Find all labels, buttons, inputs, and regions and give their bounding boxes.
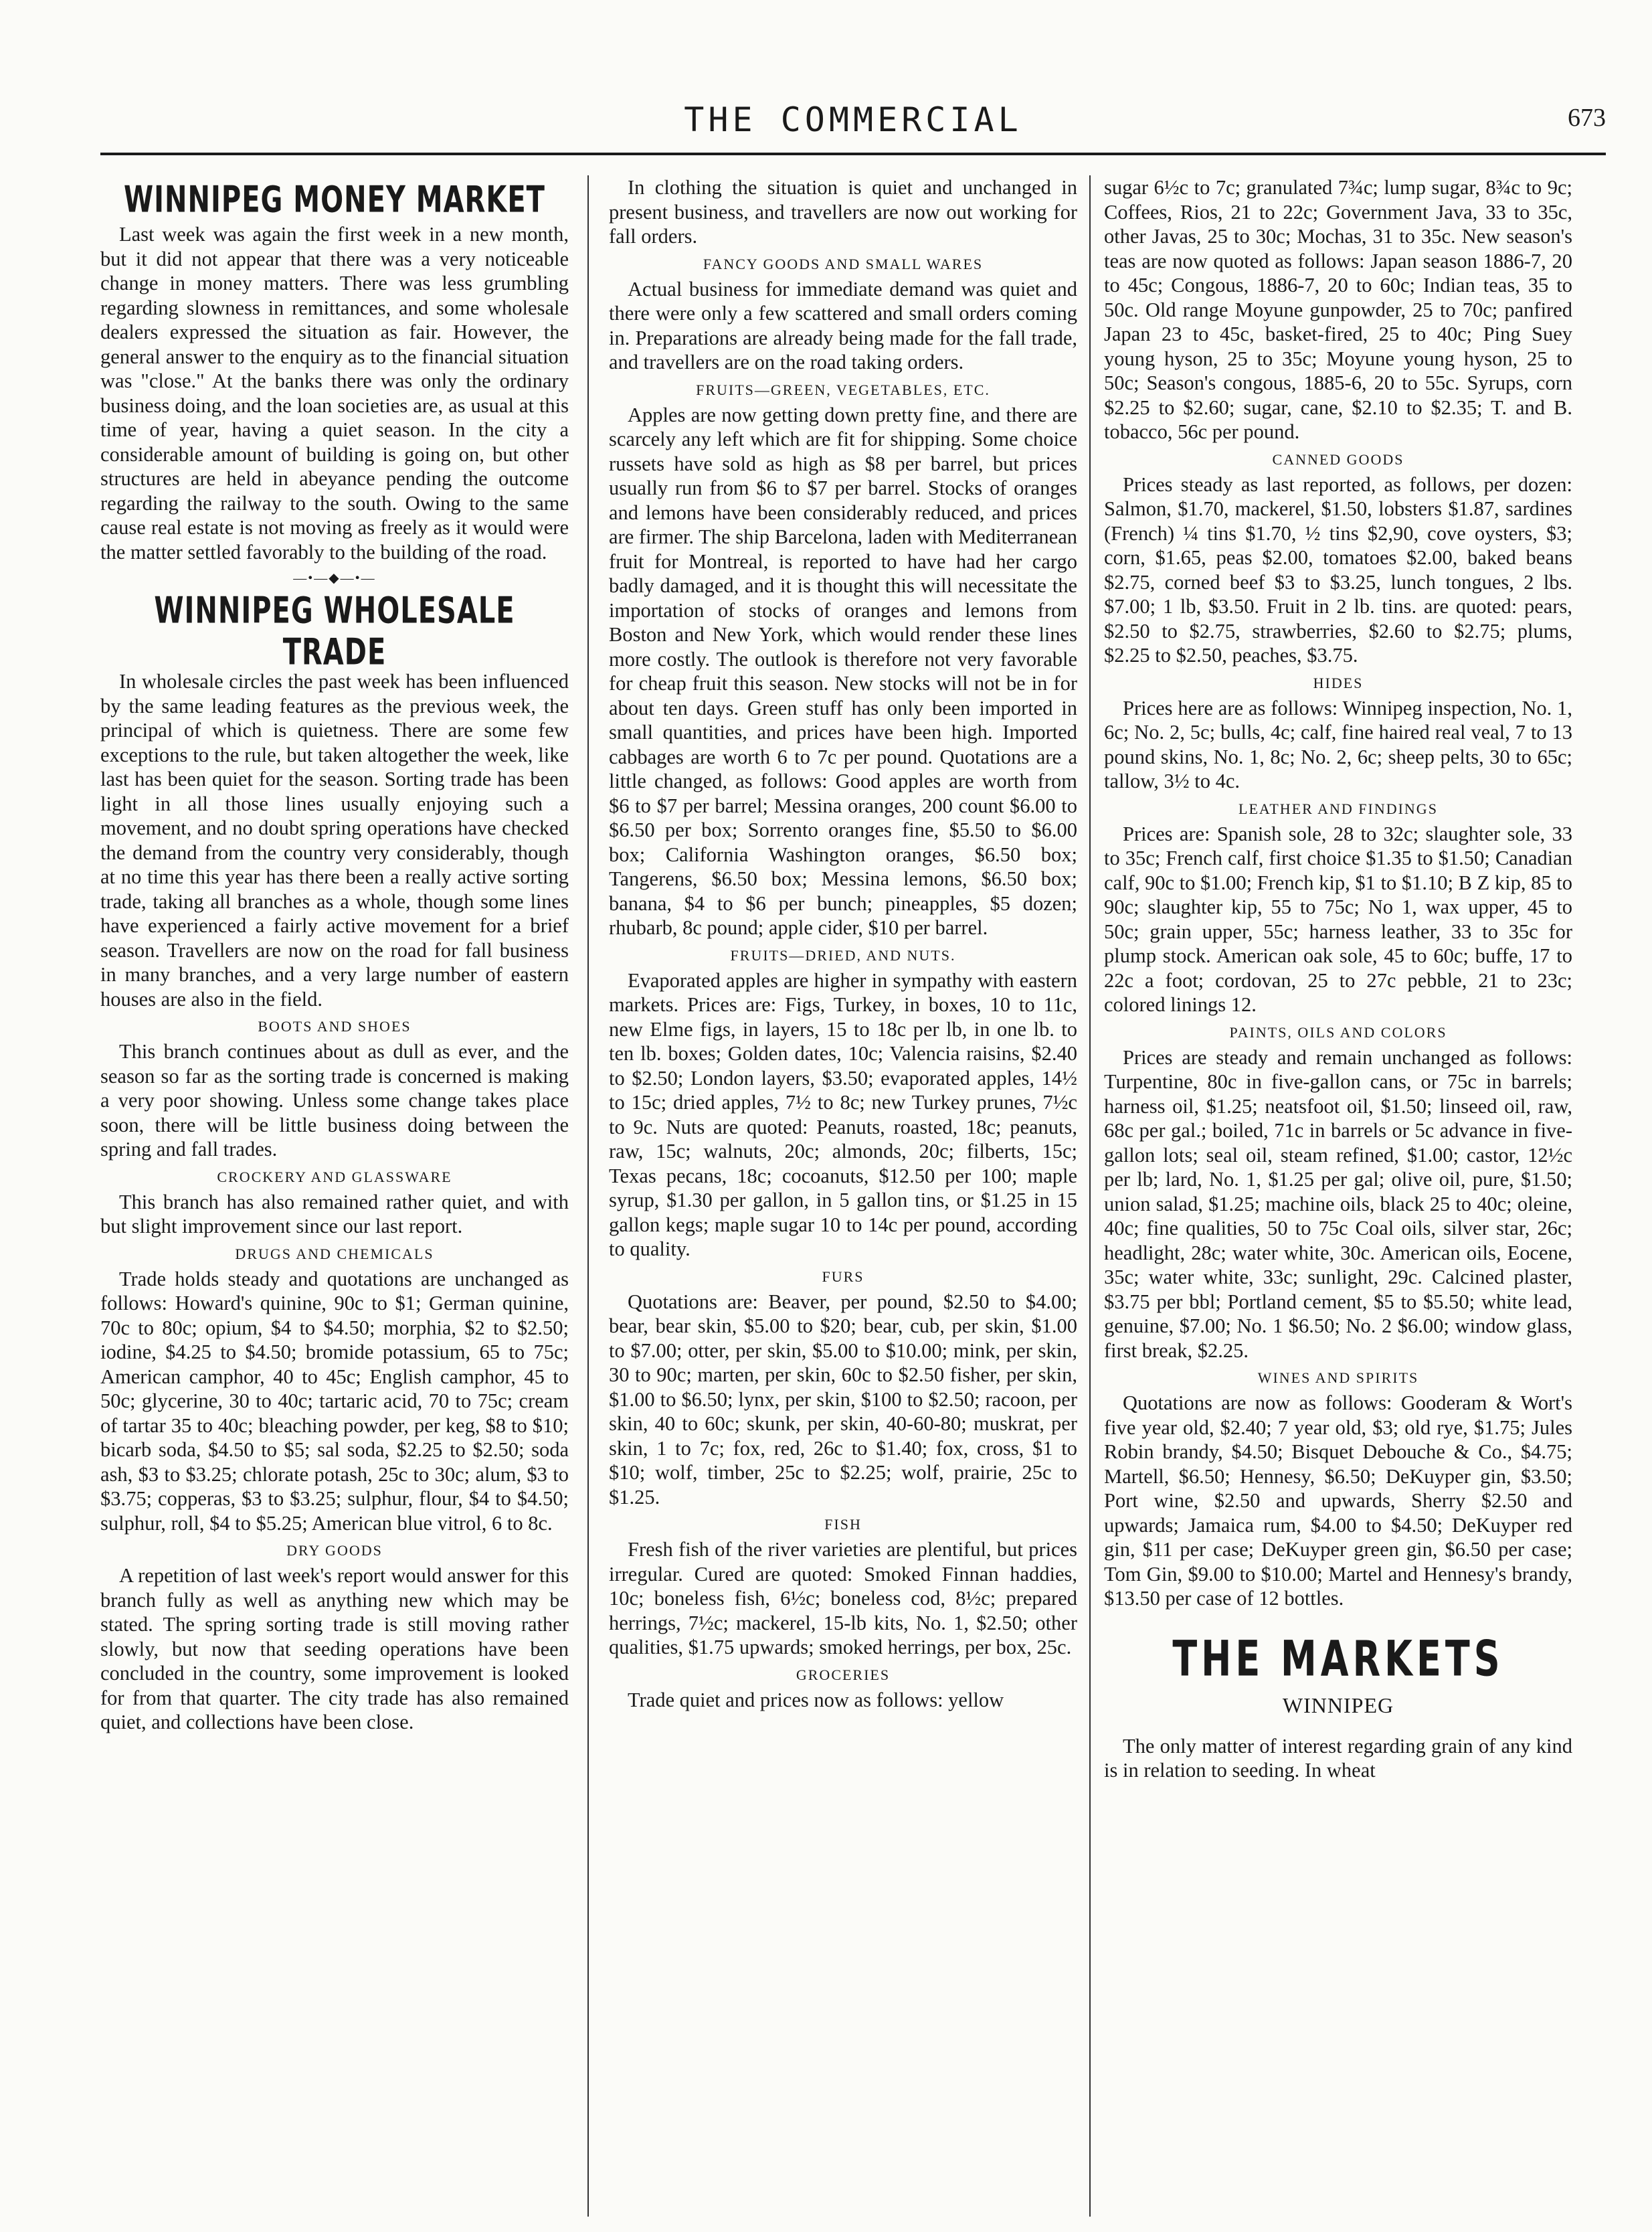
groceries-heading: GROCERIES: [796, 1666, 891, 1683]
dry-goods-heading: DRY GOODS: [286, 1542, 383, 1559]
fruits-green-heading: FRUITS—GREEN, VEGETABLES, ETC.: [696, 381, 990, 398]
page-header: [100, 100, 1606, 141]
fruits-dried-body: Evaporated apples are higher in sympathy with eastern markets. Prices are: Figs, Turkey, in boxes, 10 to 11c, new Elme figs, in layers, 15 to 18c per lb, in one lb. to ten lb. boxes; Golden dates, 10c; Valencia raisins, $2.40 to $2.50; London layers, $3.50; evaporated apples, 14½ to 15c; dried apples, 7½ to 8c; new Turkey prunes, 7½c to 9c. Nuts are quoted: Peanuts, roasted, 18c; peanuts, raw, 15c; walnuts, 20c; almonds, 20c; filberts, 15c; Texas pecans, 18c; cocoanuts, $12.50 per 100; maple syrup, $1.30 per gallon, in 5 gallon tins, or $1.25 in 15 gallon kegs; maple sugar 10 to 14c per pound, according to quality.: [609, 968, 1077, 1260]
hides-body: Prices here are as follows: Winnipeg inspection, No. 1, 6c; No. 2, 5c; bulls, 4c; calf, fine haired real veal, 7 to 13 pound skins, No. 1, 8c; No. 2, 6c; sheep pelts, 30 to 65c; tallow, 3½ to 4c.: [1104, 696, 1572, 792]
header-rule: [100, 153, 1606, 155]
column-divider: [1089, 175, 1091, 2217]
fruits-green-body: Apples are now getting down pretty fine, and there are scarcely any left which are fit for shipping. Some choice russets have sold as high as $8 per barrel, but prices usually run from $6 to $7 per barrel. Stocks of oranges and lemons have been considerably reduced, and prices are firmer. The ship Barcelona, laden with Mediterranean fruit for Montreal, is reported to have had her cargo badly damaged, and it is thought this will necessitate the importation of stocks of oranges and lemons from Boston and New York, which would render these lines more costly. The outlook is therefore not very favorable for cheap fruit this season. New stocks will not be in for about ten days. Green stuff has only been imported in small quantities, and prices have been high. Imported cabbages are worth 6 to 7c per pound. Quotations are a little changed, as follows: Good apples are worth from $6 to $7 per barrel; Messina oranges, 200 count $6.00 to $6.50 per box; Sorrento oranges fine, $5.50 to $6.00 box; California Washington oranges, $6.50 box; Tangerens, $6.50 box; Messina lemons, $6.50 box; banana, $4 to $6 per bunch; pineapples, $5 dozen; rhubarb, 8c pound; apple cider, $10 per barrel.: [609, 403, 1077, 939]
paints-body: Prices are steady and remain unchanged as follows: Turpentine, 80c in five-gallon cans, or 75c in barrels; harness oil, $1.25; neatsfoot oil, $1.50; linseed oil, raw, 68c per gal.; boiled, 71c in barrels or 5c advance in five-gallon lots; seal oil, steam refined, $1.00; castor, 12½c per lb; lard, No. 1, $1.25 per gal; olive oil, pure, $1.50; union salad, $1.25; machine oils, black 25 to 40c; oleine, 40c; fine qualities, 50 to 75c Coal oils, silver star, 26c; headlight, 28c; water white, 30c. American oils, Eocene, 35c; water white, 33c; sunlight, 29c. Calcined plaster, $3.75 per bbl; Portland cement, $5 to $5.50; white lead, genuine, $7.00; No. 1 $6.50; No. 2 $6.00; window glass, first break, $2.25.: [1104, 1045, 1572, 1362]
canned-goods-heading: CANNED GOODS: [1272, 450, 1404, 468]
clothing-body: In clothing the situation is quiet and unchanged in present business, and travellers are now out working for fall orders.: [609, 176, 1077, 248]
column-2: [609, 175, 1077, 2217]
hides-heading: HIDES: [1313, 674, 1364, 691]
boots-heading: BOOTS AND SHOES: [258, 1018, 411, 1035]
column-divider: [587, 175, 589, 2217]
leather-heading: LEATHER AND FINDINGS: [1238, 800, 1438, 817]
leather-body: Prices are: Spanish sole, 28 to 32c; slaughter sole, 33 to 35c; French calf, first choice $1.35 to $1.50; Canadian calf, 90c to $1.00; French kip, $1 to $1.10; B Z kip, 85 to 90c; slaughter kip, 55 to 75c; No 1, wax upper, 45 to 50c; grain upper, 55c; harness leather, 33 to 35c for plump stock. American oak sole, 45 to 60c; buffe, 17 to 22c a foot; cordovan, 25 to 27c pebble, 21 to 23c; colored linings 12.: [1104, 822, 1572, 1016]
money-market-title: WINNIPEG MONEY MARKET: [124, 179, 545, 222]
markets-subtitle: WINNIPEG: [1282, 1693, 1394, 1717]
dry-goods-body: A repetition of last week's report would answer for this branch fully as well as anything new which may be stated. The spring sorting trade is still moving rather slowly, but now that seeding operations have been concluded in the country, some improvement is looked for from that quarter. The city trade has also remained quiet, and collections have been close.: [100, 1564, 569, 1733]
paints-heading: PAINTS, OILS AND COLORS: [1229, 1023, 1447, 1041]
section-separator: —•—◆—•—: [293, 571, 376, 586]
column-3: [1104, 175, 1572, 2217]
column-1: [100, 175, 569, 2217]
wines-body: Quotations are now as follows: Gooderam & Wort's five year old, $2.40; 7 year old, $3; old rye, $1.75; Jules Robin brandy, $4.50; Bisquet Debouche & Co., $4.75; Martell, $6.50; Hennesy, $6.50; DeKuyper gin, $3.50; Port wine, $2.50 and upwards, Sherry $2.50 and upwards; Jamaica rum, $4.00 to $4.50; DeKuyper red gin, $11 per case; DeKuyper green gin, $6.50 per case; Tom Gin, $9.00 to $10.00; Martel and Hennesy's brandy, $13.50 per case of 12 bottles.: [1104, 1391, 1572, 1610]
fruits-dried-heading: FRUITS—DRIED, AND NUTS.: [730, 946, 956, 964]
drugs-heading: DRUGS AND CHEMICALS: [235, 1245, 434, 1262]
fish-heading: FISH: [824, 1516, 862, 1533]
boots-body: This branch continues about as dull as ever, and the season so far as the sorting trade is concerned is making a very poor showing. Unless some change takes place soon, there will be little business doing between the spring and fall trades.: [100, 1040, 569, 1161]
furs-heading: FURS: [822, 1268, 864, 1285]
publication-title: THE COMMERCIAL: [684, 100, 1022, 139]
crockery-body: This branch has also remained rather quiet, and with but slight improvement since our last report.: [100, 1190, 569, 1237]
page-number: 673: [1568, 104, 1606, 132]
furs-body: Quotations are: Beaver, per pound, $2.50 to $4.00; bear, bear skin, $5.00 to $20; bear, cub, per skin, $1.00 to $7.00; otter, per skin, $5.00 to $10.00; mink, per skin, 30 to 90c; marten, per skin, 60c to $2.50 fisher, per skin, $1.00 to $6.50; lynx, per skin, $100 to $2.50; racoon, per skin, 40 to 60c; skunk, per skin, 40-60-80; muskrat, per skin, 1 to 7c; fox, red, 26c to $1.40; fox, cross, $1 to $10; wolf, timber, 25c to $2.25; wolf, prairie, 25c to $1.25.: [609, 1290, 1077, 1509]
canned-goods-body: Prices steady as last reported, as follows, per dozen: Salmon, $1.70, mackerel, $1.50, lobsters $1.87, sardines (French) ¼ tins $1.70, ½ tins $2,90, cove oysters, $3; corn, $1.65, peas $2.00, tomatoes $2.00, baked beans $2.75, corned beef $3 to $3.25, lunch tongues, 2 lbs. $7.00; 1 lb, $3.50. Fruit in 2 lb. tins. are quoted: pears, $2.50 to $2.75, strawberries, $2.60 to $2.75; plums, $2.25 to $2.50, peaches, $3.75.: [1104, 473, 1572, 667]
markets-body: The only matter of interest regarding grain of any kind is in relation to seeding. In wheat: [1104, 1734, 1572, 1782]
money-market-body: Last week was again the first week in a new month, but it did not appear that there was a very noticeable change in money matters. There was less grumbling regarding slowness in remittances, and some wholesale dealers expressed the situation as fair. However, the general answer to the enquiry as to the financial situation was "close." At the banks there was only the ordinary business doing, and the loan societies are, as usual at this time of year, having a quiet season. In the city a considerable amount of building is going on, but other structures are held in abeyance pending the outcome regarding the railway to the south. Owing to the same cause real estate is not moving as freely as it would were the matter settled favorably to the building of the road.: [100, 223, 569, 564]
groceries-body: Trade quiet and prices now as follows: yellow: [628, 1688, 1004, 1711]
fancy-goods-heading: FANCY GOODS AND SMALL WARES: [703, 255, 984, 272]
markets-title: THE MARKETS: [1172, 1630, 1504, 1687]
fancy-goods-body: Actual business for immediate demand was quiet and there were only a few scattered and small orders coming in. Preparations are already being made for the fall trade, and travellers are on the road taking orders.: [609, 277, 1077, 373]
wines-heading: WINES AND SPIRITS: [1257, 1369, 1419, 1386]
crockery-heading: CROCKERY AND GLASSWARE: [217, 1168, 452, 1185]
fish-body: Fresh fish of the river varieties are plentiful, but prices irregular. Cured are quoted: Smoked Finnan haddies, 10c; boneless fish, 6½c; boneless cod, 8½c; prepared herrings, 7½c; mackerel, 15-lb kits, No. 1, $2.50; other qualities, $1.75 upwards; smoked herrings, per box, 25c.: [609, 1538, 1077, 1658]
wholesale-trade-title: WINNIPEG WHOLESALE TRADE: [154, 590, 515, 674]
drugs-body: Trade holds steady and quotations are unchanged as follows: Howard's quinine, 90c to $1; German quinine, 70c to 80c; opium, $4 to $4.50; morphia, $2 to $2.50; iodine, $4.25 to $4.50; bromide potassium, 65 to 75c; American camphor, 40 to 45c; English camphor, 45 to 50c; glycerine, 30 to 40c; tartaric acid, 70 to 75c; cream of tartar 35 to 40c; bleaching powder, per keg, $8 to $10; bicarb soda, $4.50 to $5; sal soda, $2.25 to $2.50; soda ash, $3 to $3.25; chlorate potash, 25c to 30c; alum, $3 to $3.75; copperas, $3 to $3.25; sulphur, flour, $4 to $4.50; sulphur, roll, $4 to $5.25; American blue vitrol, 6 to 8c.: [100, 1267, 569, 1535]
groceries-continued-body: sugar 6½c to 7c; granulated 7¾c; lump sugar, 8¾c to 9c; Coffees, Rios, 21 to 22c; Government Java, 33 to 35c, other Javas, 25 to 30c; Mochas, 31 to 35c. New season's teas are now quoted as follows: Japan season 1886-7, 20 to 45c; Congous, 1886-7, 20 to 60c; Indian teas, 35 to 50c. Old range Moyune gunpowder, 25 to 70c; panfired Japan 23 to 45c, basket-fired, 25 to 40c; Ping Suey young hyson, 25 to 35c; Moyune young hyson, 25 to 50c; Season's congous, 1885-6, 20 to 55c. Syrups, corn $2.25 to $2.60; sugar, cane, $2.10 to $2.35; T. and B. tobacco, 56c per pound.: [1104, 176, 1572, 443]
wholesale-trade-body: In wholesale circles the past week has been influenced by the same leading features as the previous week, the principal of which is quietness. There are some few exceptions to the rule, but taken altogether the week, like last has been quiet for the season. Sorting trade has been light in all those lines usually enjoying such a movement, and no doubt spring operations have checked the demand from the country very considerably, though at no time this year has there been a really active sorting trade, taking all branches as a whole, though some lines have experienced a fairly active movement for a brief season. Travellers are now on the road for fall business in many branches, and a very large number of eastern houses are also in the field.: [100, 670, 569, 1011]
